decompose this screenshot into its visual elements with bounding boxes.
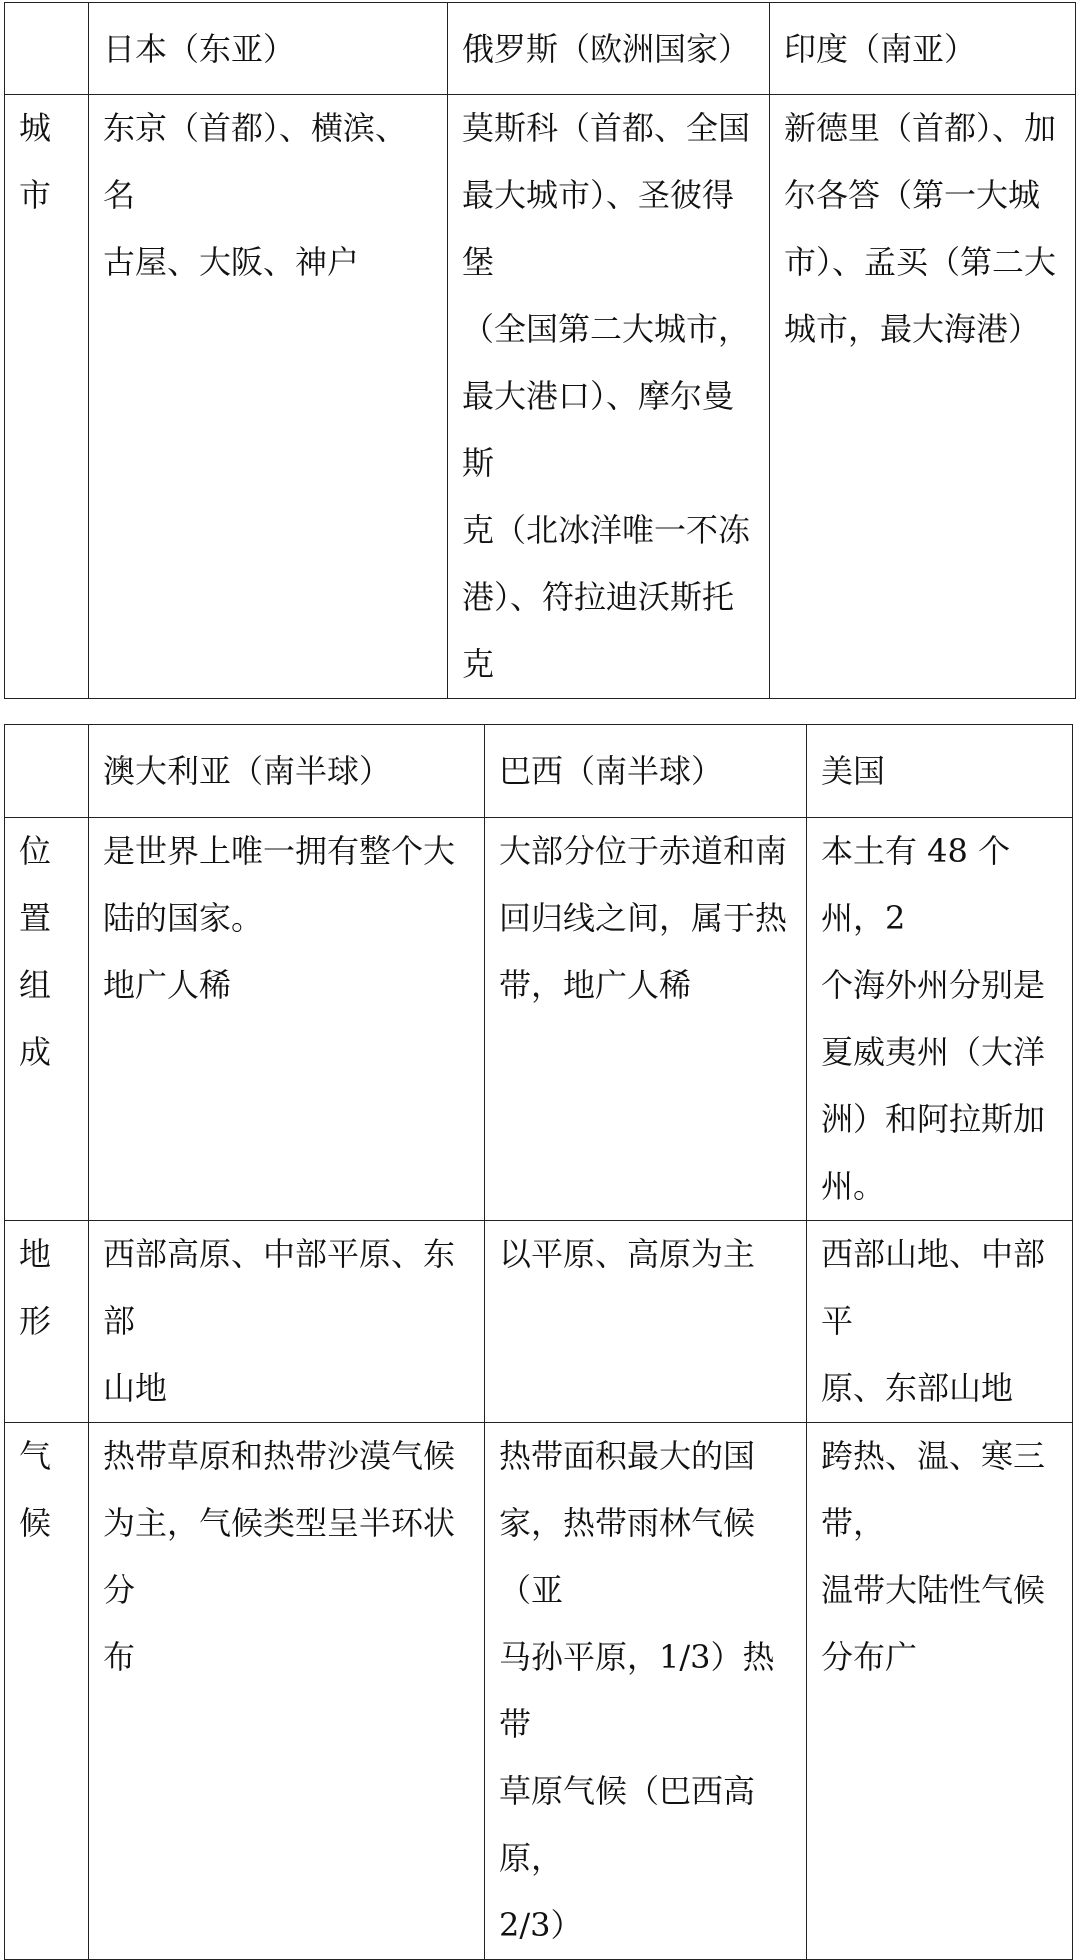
cell-usa-terrain: 西部山地、中部平 原、东部山地 <box>807 1221 1073 1423</box>
row-label-cities: 城 市 <box>5 95 89 699</box>
table-australia-brazil-usa <box>4 724 1073 1960</box>
table-header-row <box>5 725 1073 818</box>
header-cell-empty <box>5 725 89 818</box>
header-cell-usa: 美国 <box>807 725 1073 818</box>
table-row-location <box>5 818 1073 1221</box>
table-row-climate <box>5 1423 1073 1960</box>
cell-brazil-location: 大部分位于赤道和南 回归线之间，属于热 带，地广人稀 <box>485 818 807 1221</box>
row-label-location: 位 置 组 成 <box>5 818 89 1221</box>
header-cell-russia: 俄罗斯（欧洲国家） <box>448 3 770 95</box>
table-row-cities <box>5 95 1076 699</box>
cell-india-cities: 新德里（首都）、加 尔各答（第一大城 市）、孟买（第二大 城市，最大海港） <box>770 95 1076 699</box>
cell-brazil-terrain: 以平原、高原为主 <box>485 1221 807 1423</box>
cell-usa-climate: 跨热、温、寒三带， 温带大陆性气候 分布广 <box>807 1423 1073 1960</box>
table-row-terrain <box>5 1221 1073 1423</box>
cell-australia-terrain: 西部高原、中部平原、东部 山地 <box>89 1221 485 1423</box>
header-cell-empty <box>5 3 89 95</box>
row-label-climate: 气 候 <box>5 1423 89 1960</box>
header-cell-india: 印度（南亚） <box>770 3 1076 95</box>
cell-brazil-climate: 热带面积最大的国 家，热带雨林气候（亚 马孙平原，1/3）热带 草原气候（巴西高原， 2/3） <box>485 1423 807 1960</box>
cell-australia-climate: 热带草原和热带沙漠气候 为主，气候类型呈半环状分 布 <box>89 1423 485 1960</box>
cell-australia-location: 是世界上唯一拥有整个大 陆的国家。 地广人稀 <box>89 818 485 1221</box>
row-label-terrain: 地 形 <box>5 1221 89 1423</box>
cell-japan-cities: 东京（首都）、横滨、名 古屋、大阪、神户 <box>89 95 448 699</box>
cell-russia-cities: 莫斯科（首都、全国 最大城市）、圣彼得堡 （全国第二大城市， 最大港口）、摩尔曼斯 克（北冰洋唯一不冻 港）、符拉迪沃斯托克 <box>448 95 770 699</box>
header-cell-australia: 澳大利亚（南半球） <box>89 725 485 818</box>
header-cell-brazil: 巴西（南半球） <box>485 725 807 818</box>
table-header-row <box>5 3 1076 95</box>
cell-usa-location: 本土有 48 个州，2 个海外州分别是 夏威夷州（大洋 洲）和阿拉斯加 州。 <box>807 818 1073 1221</box>
header-cell-japan: 日本（东亚） <box>89 3 448 95</box>
table-japan-russia-india <box>4 2 1076 699</box>
